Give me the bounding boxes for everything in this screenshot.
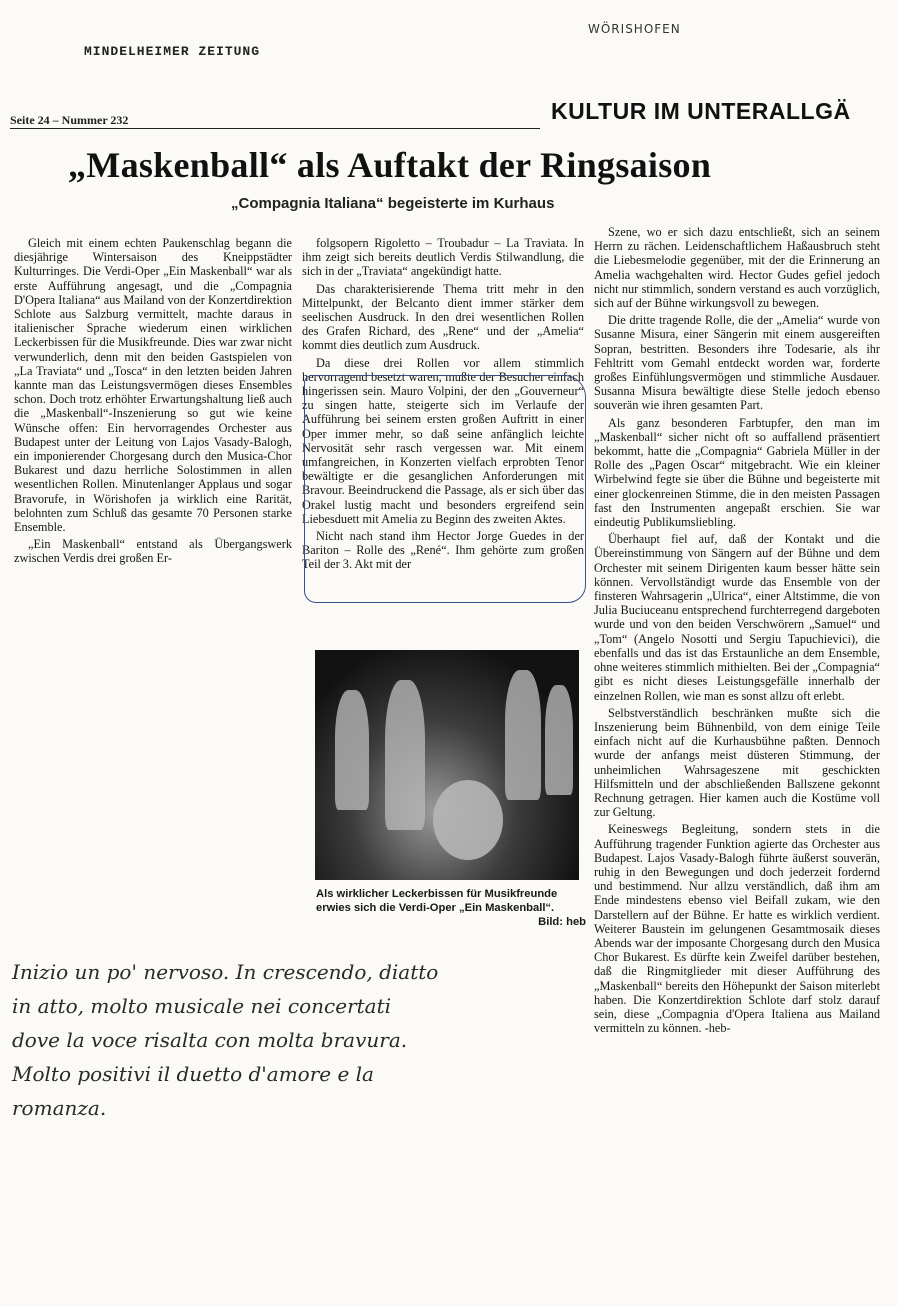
paragraph: Nicht nach stand ihm Hector Jorge Guedes in der Bariton – Rolle des „René“. Ihm gehörte zum großen Teil der 3. Akt mit der — [302, 529, 584, 572]
photo-figure — [433, 780, 503, 860]
pen-marked-passage — [304, 375, 586, 603]
article-headline: „Maskenball“ als Auftakt der Ringsaison — [68, 145, 712, 185]
paragraph: Szene, wo er sich dazu entschließt, sich an seinem Herrn zu rächen. Leidenschaftlichem Haßausbruch steht die Liebesmelodie gegenüber, mit der die Erinnerung an Amelia wachgehalten wird. Hector Gudes gefiel jedoch nicht nur stimmlich, sondern verstand es auch vorzüglich, sich auf der Bühne wirkungsvoll zu bewegen. — [594, 225, 880, 311]
paragraph: Überhaupt fiel auf, daß der Kontakt und die Übereinstimmung von Sängern auf der Bühne und dem Orchester mit seinem Dirigenten kaum besser hätte sein können. Vervollständigt wurde das Ensemble von der finsteren Wahrsagerin „Ulrica“, einer Altstimme, die von Julia Buciuceanu entsprechend furchterregend dargeboten wurde und von den beiden Verschwörern „Samuel“ und „Tom“ (Angelo Nosotti und Sergiu Tapuchievici), die ebenfalls und das ist das Erstaunliche an dem Ensemble, ohne weiteres stimmlich mithielten. Bei der „Compagnia“ gibt es nicht dieses Leistungsgefälle innerhalb der einzelnen Rollen, wie man es sonst allzu oft erlebt. — [594, 532, 880, 703]
paragraph: Das charakterisierende Thema tritt mehr in den Mittelpunkt, der Belcanto dient immer stärker dem seelischen Ausdruck. In den drei wesentlichen Rollen des Grafen Richard, des „Rene“ und der „Amelia“ kommt dies deutlich zum Ausdruck. — [302, 281, 584, 353]
paragraph: Da diese drei Rollen vor allem stimmlich hervorragend besetzt waren, mußte der Besucher einfach hingerissen sein. Mauro Volpini, der den „Gouverneur“ zu singen hatte, steigerte sich im Verlaufe der Aufführung bei seinem ersten großen Auftritt in einer Oper immer mehr, so daß seine anfänglich leichte Nervosität sehr rasch vergessen war. Mit einem umfangreichen, in Konzerten vielfach erprobten Tenor bewältigte er die gesanglichen Anforderungen mit Bravour. Beeindruckend die Passage, als er sich über das Orakel lustig macht und besonders ergreifend sein Liebesduett mit Amelia zu Beginn des zweiten Aktes. — [302, 355, 584, 526]
opera-photo — [315, 650, 579, 880]
photo-figure — [545, 685, 573, 795]
paragraph: „Ein Maskenball“ entstand als Übergangswerk zwischen Verdis drei großen Er- — [14, 537, 292, 566]
note-line: in atto, molto musicale nei concertati — [12, 994, 392, 1018]
note-line: dove la voce risalta con molta bravura. — [12, 1028, 408, 1052]
article-column-1 — [14, 236, 292, 569]
page-info: Seite 24 – Nummer 232 — [10, 113, 129, 127]
photo-figure — [335, 690, 369, 810]
photo-figure — [505, 670, 541, 800]
article-column-3 — [594, 225, 880, 1038]
article-subheadline: „Compagnia Italiana“ begeisterte im Kurhaus — [231, 195, 555, 212]
note-line: romanza. — [12, 1096, 107, 1120]
paragraph: Selbstverständlich beschränken mußte sich die Inszenierung beim Bühnenbild, von dem einige Teile einfach nicht auf die Kurhausbühne paßten. Dennoch wurde der anfangs meist düsteren Stimmung, der unheimlichen Wahrsageszene mit geschickten Hilfsmitteln und der abschließenden Ballszene gekonnt Rechnung getragen. Hier kamen auch die Kostüme voll zur Geltung. — [594, 705, 880, 820]
paragraph: folgsopern Rigoletto – Troubadur – La Traviata. In ihm zeigt sich bereits deutlich Verdis Stilwandlung, die sich in der „Traviata“ angekündigt hatte. — [302, 236, 584, 279]
newspaper-masthead: MINDELHEIMER ZEITUNG — [84, 44, 261, 59]
paragraph: Keineswegs Begleitung, sondern stets in die Aufführung tragender Funktion agierte das Orchester aus Budapest. Lajos Vasady-Balogh führte äußerst souverän, ruhig in den Bewegungen und doch jederzeit fordernd und bestimmend. Nur allzu verständlich, daß ihm am Ende mindestens ebenso viel Beifall zukam, wie den Darstellern auf der Bühne. Er hatte es wirklich verdient. Weiterer Baustein im gelungenen Gesamtmosaik dieses Abends war der imposante Chorgesang durch den Musica Chor Bukarest. Es dürfte kein Zweifel darüber bestehen, daß die Ringmitglieder mit dieser Aufführung des „Maskenball“ bereits den Höhepunkt der Saison miterlebt haben. Die Konzertdirektion Schlote darf stolz darauf sein, diese „Compagnia d'Opera Italiena aus Mailand vermitteln zu können. -heb- — [594, 822, 880, 1036]
photo-caption — [316, 887, 586, 929]
section-title: KULTUR IM UNTERALLGÄ — [551, 98, 851, 124]
photo-figure — [385, 680, 425, 830]
paragraph: Als ganz besonderen Farbtupfer, den man im „Maskenball“ sicher nicht oft so auffallend präsentiert bekommt, hatte die „Compagnia“ Gabriela Müller in der Rolle des „Pagen Oscar“ mitgebracht. Wie ein kleiner Wirbelwind fegte sie über die Bühne und begeisterte mit einer glockenreinen Stimme, die in den meisten Passagen fast den Instrumenten angepaßt erschien. Sie war eindeutig Publikumsliebling. — [594, 415, 880, 530]
header-rule — [10, 128, 540, 129]
note-line: Inizio un po' nervoso. In crescendo, diatto — [12, 960, 439, 984]
handwritten-place-name: WÖRISHOFEN — [588, 22, 681, 36]
paragraph: Gleich mit einem echten Paukenschlag begann die diesjährige Wintersaison des Kneippstädter Kulturringes. Die Verdi-Oper „Ein Maskenball“ war als erste Aufführung angesagt, und die „Compagnia D'Opera Italiana“ aus Mailand von der Konzertdirektion Schlote aus Salzburg vermittelt, machte daraus in italienischer Sprache wiederum einen wirklichen Leckerbissen für die Musikfreunde. Dies war zwar nicht verwunderlich, denn mit den beiden Gastspielen von „La Traviata“ und „Tosca“ in den letzten beiden Jahren kannte man das Leistungsvermögen dieses Ensembles schon. Doch trotz erhöhter Erwartungshaltung ließ auch die „Maskenball“-Inszenierung so gut wie keine Wünsche offen: Ein hervorragendes Orchester aus Budapest unter der Leitung von Lajos Vasady-Balogh, ein imponierender Chorgesang durch den Musica-Chor Bukarest und dazu herrliche Solostimmen in allen wesentlichen Rollen. Minutenlanger Applaus und sogar Bravorufe, in Wörishofen ja wirklich eine Rarität, belohnten zum Schluß das gesamte 70 Personen starke Ensemble. — [14, 236, 292, 535]
caption-text: Als wirklicher Leckerbissen für Musikfreunde erwies sich die Verdi-Oper „Ein Maskenball“. — [316, 888, 558, 914]
photo-credit: Bild: heb — [538, 916, 586, 928]
handwritten-note — [12, 955, 482, 1125]
paragraph: Die dritte tragende Rolle, die der „Amelia“ wurde von Susanne Misura, einer Sängerin mit einem ausgereiften Sopran, bestritten. Besonders ihre Todesarie, als ihr Fehltritt vom Gemahl entdeckt worden war, forderte großes Einfühlungsvermögen und stimmliche Ausdauer. Susanna Misura bewältigte diese Stelle jedoch ebenso souverän wie ihren gesamten Part. — [594, 313, 880, 413]
note-line: Molto positivi il duetto d'amore e la — [12, 1062, 374, 1086]
